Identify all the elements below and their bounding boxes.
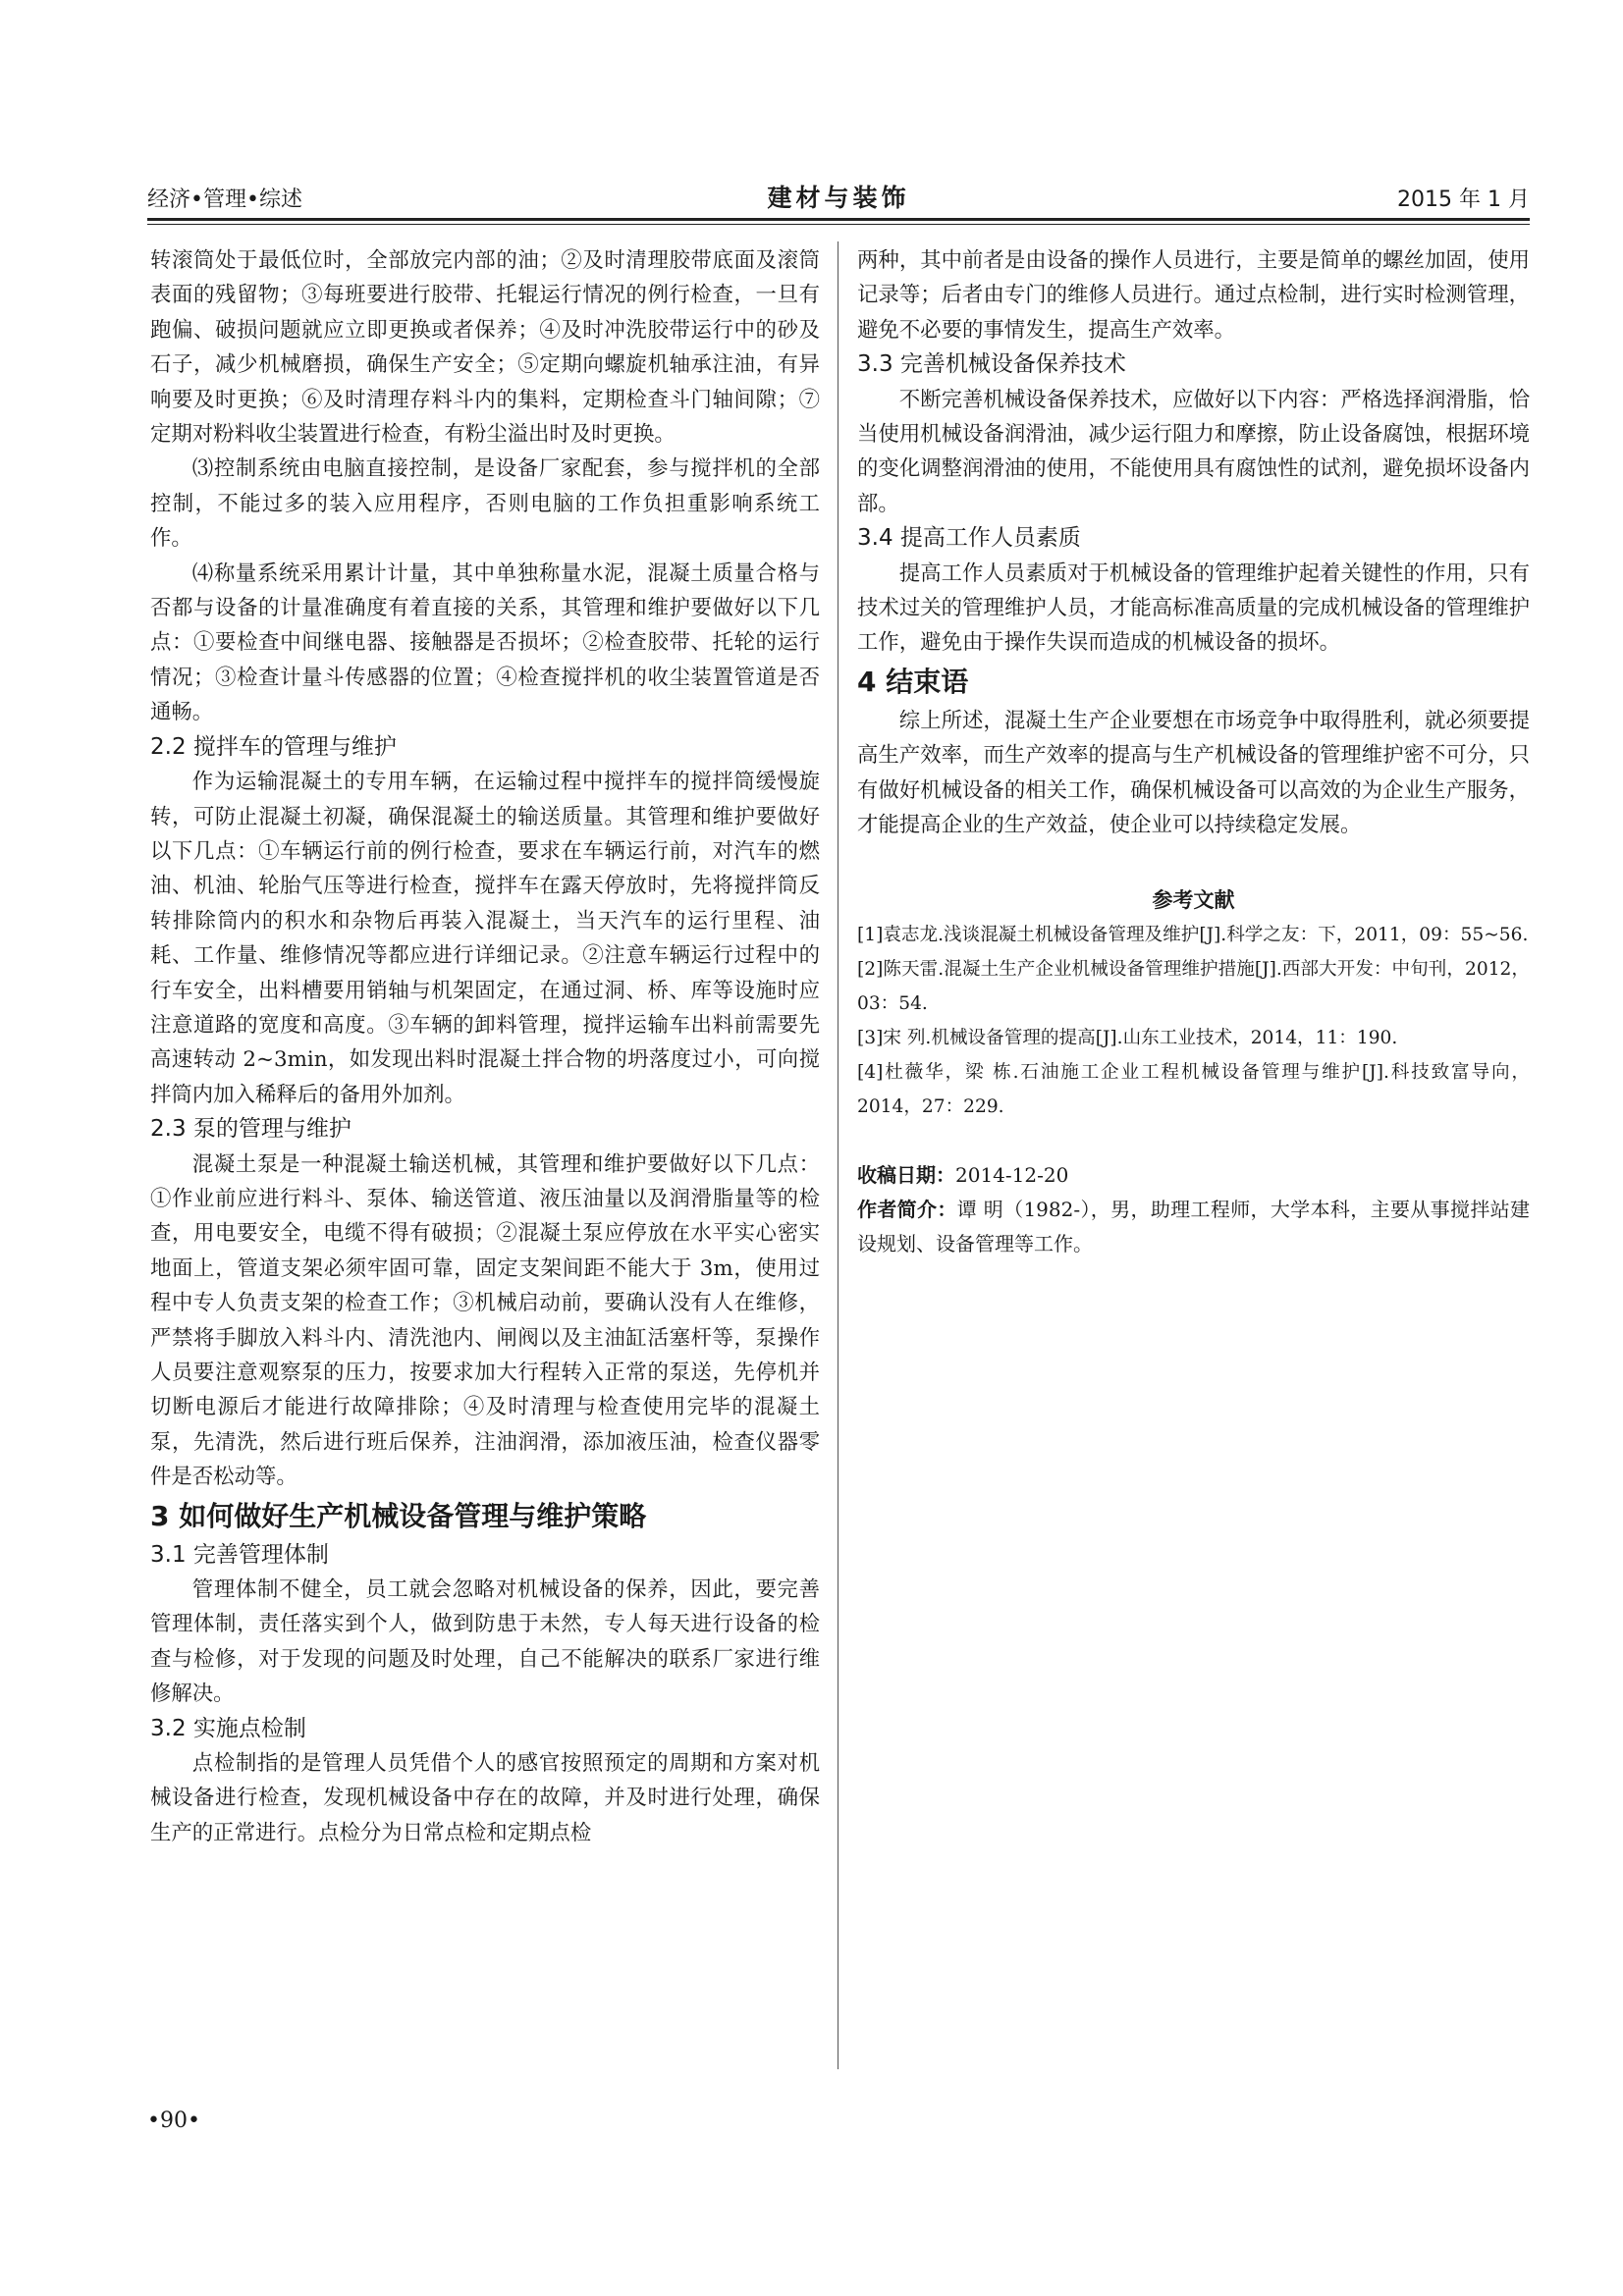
header-issue-date: 2015 年 1 月 bbox=[1397, 187, 1530, 212]
subsection-heading: 2.3 泵的管理与维护 bbox=[150, 1116, 352, 1143]
body-paragraph: 不断完善机械设备保养技术，应做好以下内容：严格选择润滑脂，恰当使用机械设备润滑油，减少运行阻力和摩擦，防止设备腐蚀，根据环境的变化调整润滑油的使用，不能使用具有腐蚀性的试剂，避免损坏设备内部。 bbox=[857, 387, 1530, 516]
author-value: 谭 明（1982-），男，助理工程师，大学本科，主要从事搅拌站建设规划、设备管理等工作。 bbox=[857, 1197, 1531, 1255]
body-paragraph: 作为运输混凝土的专用车辆，在运输过程中搅拌车的搅拌筒缓慢旋转，可防止混凝土初凝，确保混凝土的输送质量。其管理和维护要做好以下几点：①车辆运行前的例行检查，要求在车辆运行前，对汽车的燃油、机油、轮胎气压等进行检查，搅拌车在露天停放时，先将搅拌筒反转排除筒内的积水和杂物后再装入混凝土，当天汽车的运行里程、油耗、工作量、维修情况等都应进行详细记录。②注意车辆运行过程中的行车安全，出料槽要用销轴与机架固定，在通过洞、桥、库等设施时应注意道路的宽度和高度。③车辆的卸料管理，搅拌运输车出料前需要先高速转动 2~3min，如发现出料时混凝土拌合物的坍落度过小，可向搅拌筒内加入稀释后的备用外加剂。 bbox=[150, 770, 820, 1107]
body-paragraph: 点检制指的是管理人员凭借个人的感官按照预定的周期和方案对机械设备进行检查，发现机械设备中存在的故障，并及时进行处理，确保生产的正常进行。点检分为日常点检和定期点检 bbox=[150, 1751, 820, 1845]
received-date bbox=[857, 1158, 1530, 1193]
journal-logo: 建材与装饰 bbox=[767, 184, 910, 212]
left-column bbox=[150, 243, 820, 1850]
page-number: •90• bbox=[147, 2109, 200, 2133]
references-list bbox=[857, 918, 1530, 1124]
body-paragraph: 综上所述，混凝土生产企业要想在市场竞争中取得胜利，就必须要提高生产效率，而生产效率的提高与生产机械设备的管理维护密不可分，只有做好机械设备的相关工作，确保机械设备可以高效的为企业生产服务，才能提高企业的生产效益，使企业可以持续稳定发展。 bbox=[857, 708, 1530, 838]
subsection-heading: 3.4 提高工作人员素质 bbox=[857, 525, 1081, 552]
section-heading: 3 如何做好生产机械设备管理与维护策略 bbox=[150, 1499, 647, 1532]
received-label: 收稿日期： bbox=[857, 1162, 955, 1187]
received-value: 2014-12-20 bbox=[955, 1162, 1069, 1187]
subsection-heading: 3.2 实施点检制 bbox=[150, 1715, 306, 1741]
references-title: 参考文献 bbox=[1152, 887, 1235, 912]
body-paragraph: 转滚筒处于最低位时，全部放完内部的油；②及时清理胶带底面及滚筒表面的残留物；③每班要进行胶带、托辊运行情况的例行检查，一旦有跑偏、破损问题就应立即更换或者保养；④及时冲洗胶带运行中的砂及石子，减少机械磨损，确保生产安全；⑤定期向螺旋机轴承注油，有异响要及时更换；⑥及时清理存料斗内的集料，定期检查斗门轴间隙；⑦定期对粉料收尘装置进行检查，有粉尘溢出时及时更换。 bbox=[150, 248, 820, 448]
header-section-label: 经济•管理•综述 bbox=[147, 187, 302, 212]
right-column-body bbox=[857, 243, 1530, 843]
reference-item: [4]杜薇华，梁 栋.石油施工企业工程机械设备管理与维护[J].科技致富导向，2014，27：229. bbox=[857, 1061, 1530, 1117]
body-paragraph: ⑷称量系统采用累计计量，其中单独称量水泥，混凝土质量合格与否都与设备的计量准确度有着直接的关系，其管理和维护要做好以下几点：①要检查中间继电器、接触器是否损坏；②检查胶带、托轮的运行情况；③检查计量斗传感器的位置；④检查搅拌机的收尘装置管道是否通畅。 bbox=[150, 561, 820, 725]
author-label: 作者简介： bbox=[857, 1197, 957, 1221]
reference-item: [2]陈天雷.混凝土生产企业机械设备管理维护措施[J].西部大开发：中旬刊，2012，03：54. bbox=[857, 958, 1530, 1014]
body-paragraph: ⑶控制系统由电脑直接控制，是设备厂家配套，参与搅拌机的全部控制，不能过多的装入应用程序，否则电脑的工作负担重影响系统工作。 bbox=[150, 456, 820, 552]
body-paragraph: 管理体制不健全，员工就会忽略对机械设备的保养，因此，要完善管理体制，责任落实到个人，做到防患于未然，专人每天进行设备的检查与检修，对于发现的问题及时处理，自己不能解决的联系厂家进行维修解决。 bbox=[150, 1577, 820, 1707]
subsection-heading: 3.3 完善机械设备保养技术 bbox=[857, 351, 1126, 378]
section-heading: 4 结束语 bbox=[857, 665, 969, 698]
right-column bbox=[857, 243, 1530, 1261]
column-divider bbox=[838, 241, 839, 2069]
body-paragraph: 提高工作人员素质对于机械设备的管理维护起着关键性的作用，只有技术过关的管理维护人员，才能高标准高质量的完成机械设备的管理维护工作，避免由于操作失误而造成的机械设备的损坏。 bbox=[857, 561, 1530, 656]
subsection-heading: 2.2 搅拌车的管理与维护 bbox=[150, 733, 397, 760]
body-paragraph: 两种，其中前者是由设备的操作人员进行，主要是简单的螺丝加固，使用记录等；后者由专门的维修人员进行。通过点检制，进行实时检测管理，避免不必要的事情发生，提高生产效率。 bbox=[857, 248, 1530, 343]
reference-item: [3]宋 列.机械设备管理的提高[J].山东工业技术，2014，11：190. bbox=[857, 1027, 1398, 1048]
header-rule-thin bbox=[147, 224, 1530, 225]
subsection-heading: 3.1 完善管理体制 bbox=[150, 1541, 329, 1568]
header-rule-thick bbox=[147, 218, 1530, 221]
body-paragraph: 混凝土泵是一种混凝土输送机械，其管理和维护要做好以下几点：①作业前应进行料斗、泵体、输送管道、液压油量以及润滑脂量等的检查，用电要安全，电缆不得有破损；②混凝土泵应停放在水平实心密实地面上，管道支架必须牢固可靠，固定支架间距不能大于 3m，使用过程中专人负责支架的检查工作；③机械启动前，要确认没有人在维修，严禁将手脚放入料斗内、清洗池内、闸阀以及主油缸活塞杆等，泵操作人员要注意观察泵的压力，按要求加大行程转入正常的泵送，先停机并切断电源后才能进行故障排除；④及时清理与检查使用完毕的混凝土泵，先清洗，然后进行班后保养，注油润滑，添加液压油，检查仪器零件是否松动等。 bbox=[150, 1151, 820, 1490]
author-bio bbox=[857, 1193, 1530, 1261]
reference-item: [1]袁志龙.浅谈混凝土机械设备管理及维护[J].科学之友：下，2011，09：55~56. bbox=[857, 924, 1529, 945]
